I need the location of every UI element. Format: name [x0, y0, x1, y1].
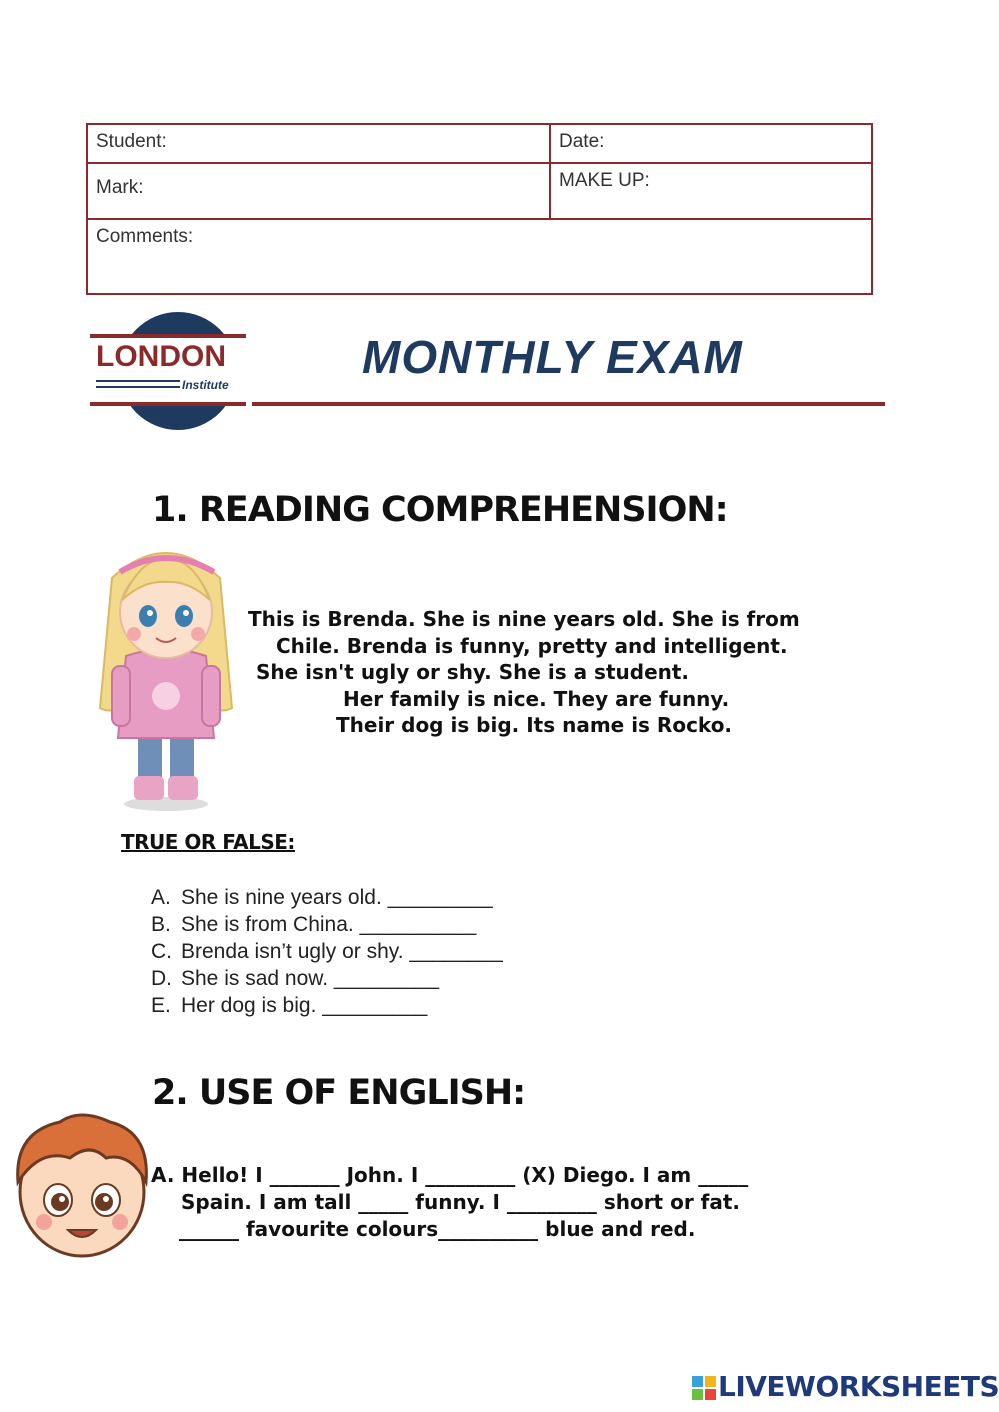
- item-letter: E.: [151, 994, 171, 1017]
- exercise-line: A. Hello! I _______ John. I _________ (X) Diego. I am _____: [151, 1163, 749, 1187]
- item-letter: B.: [151, 913, 171, 936]
- reading-line: She isn't ugly or shy. She is a student.: [256, 660, 690, 684]
- reading-passage: [244, 606, 884, 739]
- list-item[interactable]: [151, 938, 503, 965]
- student-label: Student:: [96, 131, 167, 152]
- list-item[interactable]: [151, 911, 503, 938]
- makeup-label: MAKE UP:: [559, 170, 650, 191]
- reading-line: This is Brenda. She is nine years old. She is from: [248, 607, 800, 631]
- item-text: She is from China. __________: [181, 913, 477, 936]
- mark-field[interactable]: [88, 171, 549, 218]
- title-rule: [252, 402, 885, 406]
- liveworksheets-icon: [692, 1376, 716, 1400]
- item-text: She is sad now. _________: [181, 967, 440, 990]
- date-field[interactable]: [551, 125, 871, 162]
- item-text: She is nine years old. _________: [181, 886, 493, 909]
- student-info-table: [86, 123, 873, 295]
- logo-name: LONDON: [96, 340, 226, 373]
- girl-illustration: [92, 538, 240, 814]
- reading-line: Her family is nice. They are funny.: [343, 686, 730, 711]
- logo-lines: [96, 380, 180, 388]
- list-item[interactable]: [151, 884, 503, 911]
- exam-title: MONTHLY EXAM: [362, 331, 743, 383]
- item-text: Brenda isn’t ugly or shy. ________: [181, 940, 503, 963]
- date-label: Date:: [559, 131, 605, 152]
- london-institute-logo: [90, 312, 246, 430]
- reading-line: Chile. Brenda is funny, pretty and intelligent.: [276, 633, 788, 658]
- comments-field[interactable]: [88, 220, 871, 293]
- section-2-heading: 2. USE OF ENGLISH:: [152, 1073, 526, 1113]
- boy-illustration: [10, 1112, 158, 1262]
- liveworksheets-logo[interactable]: LIVEWORKSHEETS: [718, 1370, 999, 1403]
- mark-label: Mark:: [96, 177, 144, 198]
- exercise-line: ______ favourite colours__________ blue and red.: [179, 1217, 696, 1241]
- logo-sub: Institute: [182, 378, 229, 392]
- true-false-heading: TRUE OR FALSE:: [121, 830, 295, 854]
- makeup-field[interactable]: [551, 164, 871, 218]
- list-item[interactable]: [151, 992, 503, 1019]
- student-field[interactable]: [88, 125, 549, 162]
- item-letter: D.: [151, 967, 172, 990]
- use-of-english-exercise: [151, 1162, 748, 1243]
- reading-line: Their dog is big. Its name is Rocko.: [336, 713, 733, 737]
- item-letter: C.: [151, 940, 172, 963]
- item-text: Her dog is big. _________: [181, 994, 428, 1017]
- item-letter: A.: [151, 886, 171, 909]
- list-item[interactable]: [151, 965, 503, 992]
- exercise-line: Spain. I am tall _____ funny. I _________ short or fat.: [181, 1190, 741, 1214]
- true-false-list: [151, 884, 503, 1019]
- section-1-heading: 1. READING COMPREHENSION:: [152, 490, 728, 530]
- comments-label: Comments:: [96, 226, 194, 247]
